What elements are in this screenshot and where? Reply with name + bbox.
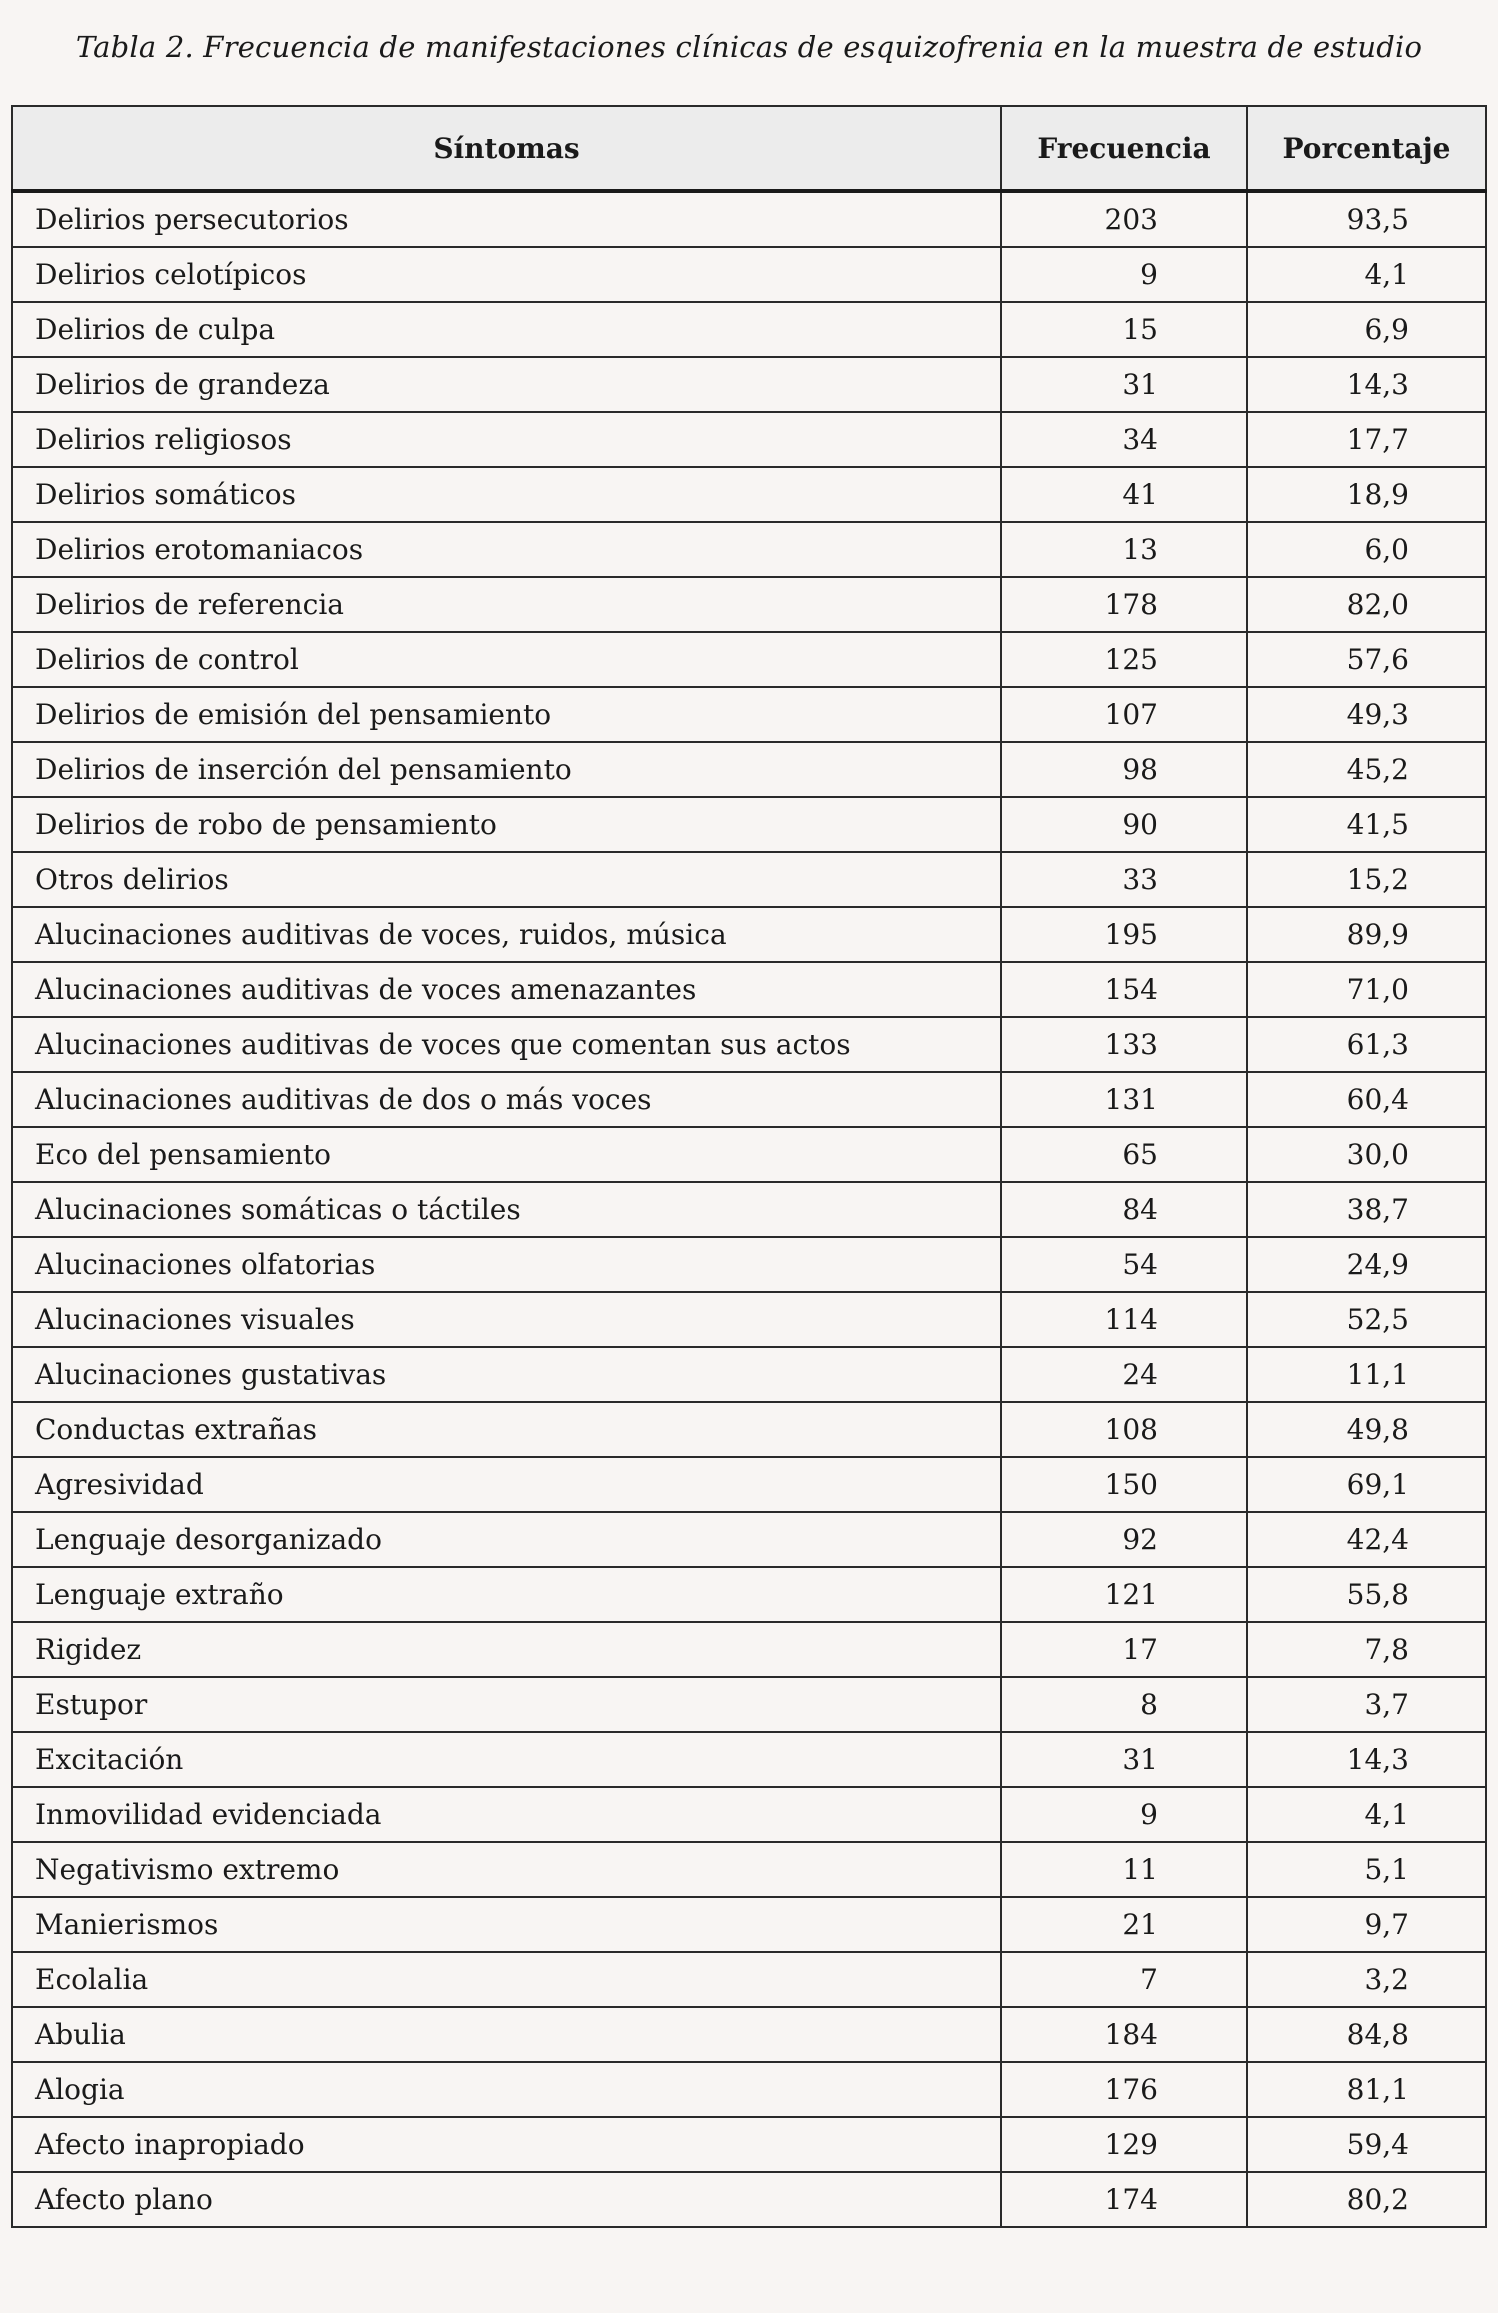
table-row xyxy=(12,632,1486,687)
percentage-cell: 38,7 xyxy=(1247,1182,1486,1237)
frequency-cell: 114 xyxy=(1001,1292,1247,1347)
frequency-cell: 121 xyxy=(1001,1567,1247,1622)
table-caption: Tabla 2. Frecuencia de manifestaciones clínicas de esquizofrenia en la muestra de estudio xyxy=(75,30,1423,64)
symptom-cell: Inmovilidad evidenciada xyxy=(12,1787,1001,1842)
table-row xyxy=(12,191,1486,247)
frequency-cell: 131 xyxy=(1001,1072,1247,1127)
table-row xyxy=(12,1897,1486,1952)
percentage-cell: 69,1 xyxy=(1247,1457,1486,1512)
frequency-cell: 195 xyxy=(1001,907,1247,962)
frequency-cell: 15 xyxy=(1001,302,1247,357)
table-row xyxy=(12,2172,1486,2227)
percentage-cell: 9,7 xyxy=(1247,1897,1486,1952)
symptom-cell: Agresividad xyxy=(12,1457,1001,1512)
table-row xyxy=(12,2007,1486,2062)
frequency-cell: 84 xyxy=(1001,1182,1247,1237)
symptom-cell: Delirios persecutorios xyxy=(12,191,1001,247)
frequency-cell: 13 xyxy=(1001,522,1247,577)
table-row xyxy=(12,1842,1486,1897)
percentage-cell: 57,6 xyxy=(1247,632,1486,687)
symptom-cell: Lenguaje desorganizado xyxy=(12,1512,1001,1567)
percentage-cell: 11,1 xyxy=(1247,1347,1486,1402)
frequency-cell: 34 xyxy=(1001,412,1247,467)
percentage-cell: 80,2 xyxy=(1247,2172,1486,2227)
percentage-cell: 93,5 xyxy=(1247,191,1486,247)
frequency-cell: 108 xyxy=(1001,1402,1247,1457)
table-row xyxy=(12,852,1486,907)
percentage-cell: 84,8 xyxy=(1247,2007,1486,2062)
symptom-cell: Delirios somáticos xyxy=(12,467,1001,522)
symptom-cell: Delirios de inserción del pensamiento xyxy=(12,742,1001,797)
frequency-cell: 31 xyxy=(1001,1732,1247,1787)
frequency-cell: 133 xyxy=(1001,1017,1247,1072)
percentage-cell: 5,1 xyxy=(1247,1842,1486,1897)
table-row xyxy=(12,412,1486,467)
table-row xyxy=(12,797,1486,852)
frequency-cell: 65 xyxy=(1001,1127,1247,1182)
symptom-cell: Lenguaje extraño xyxy=(12,1567,1001,1622)
percentage-cell: 6,9 xyxy=(1247,302,1486,357)
header-frequency: Frecuencia xyxy=(1001,106,1247,191)
symptom-cell: Delirios de grandeza xyxy=(12,357,1001,412)
percentage-cell: 55,8 xyxy=(1247,1567,1486,1622)
frequency-cell: 174 xyxy=(1001,2172,1247,2227)
table-row xyxy=(12,962,1486,1017)
table-row xyxy=(12,1787,1486,1842)
percentage-cell: 45,2 xyxy=(1247,742,1486,797)
percentage-cell: 52,5 xyxy=(1247,1292,1486,1347)
table-row xyxy=(12,1402,1486,1457)
percentage-cell: 71,0 xyxy=(1247,962,1486,1017)
symptom-cell: Alucinaciones auditivas de dos o más voces xyxy=(12,1072,1001,1127)
frequency-cell: 203 xyxy=(1001,191,1247,247)
frequency-cell: 150 xyxy=(1001,1457,1247,1512)
table-row xyxy=(12,522,1486,577)
symptom-cell: Alucinaciones auditivas de voces amenazantes xyxy=(12,962,1001,1017)
frequency-cell: 90 xyxy=(1001,797,1247,852)
table-row xyxy=(12,1292,1486,1347)
symptom-cell: Alucinaciones auditivas de voces, ruidos, música xyxy=(12,907,1001,962)
percentage-cell: 24,9 xyxy=(1247,1237,1486,1292)
symptom-cell: Estupor xyxy=(12,1677,1001,1732)
frequency-cell: 9 xyxy=(1001,1787,1247,1842)
symptom-cell: Delirios erotomaniacos xyxy=(12,522,1001,577)
table-row xyxy=(12,357,1486,412)
symptom-cell: Alucinaciones gustativas xyxy=(12,1347,1001,1402)
table-row xyxy=(12,2062,1486,2117)
percentage-cell: 49,3 xyxy=(1247,687,1486,742)
symptom-cell: Abulia xyxy=(12,2007,1001,2062)
symptom-cell: Alucinaciones auditivas de voces que comentan sus actos xyxy=(12,1017,1001,1072)
symptom-cell: Manierismos xyxy=(12,1897,1001,1952)
table-row xyxy=(12,1237,1486,1292)
table-row xyxy=(12,1677,1486,1732)
table-row xyxy=(12,1347,1486,1402)
symptom-cell: Delirios religiosos xyxy=(12,412,1001,467)
percentage-cell: 14,3 xyxy=(1247,1732,1486,1787)
frequency-cell: 184 xyxy=(1001,2007,1247,2062)
symptom-cell: Delirios de robo de pensamiento xyxy=(12,797,1001,852)
percentage-cell: 3,2 xyxy=(1247,1952,1486,2007)
table-row xyxy=(12,907,1486,962)
symptom-cell: Delirios de referencia xyxy=(12,577,1001,632)
percentage-cell: 81,1 xyxy=(1247,2062,1486,2117)
symptom-cell: Alogia xyxy=(12,2062,1001,2117)
symptoms-table xyxy=(11,105,1487,2228)
frequency-cell: 17 xyxy=(1001,1622,1247,1677)
table-row xyxy=(12,2117,1486,2172)
percentage-cell: 14,3 xyxy=(1247,357,1486,412)
percentage-cell: 60,4 xyxy=(1247,1072,1486,1127)
table-header-row xyxy=(12,106,1486,191)
symptom-cell: Alucinaciones olfatorias xyxy=(12,1237,1001,1292)
symptom-cell: Excitación xyxy=(12,1732,1001,1787)
frequency-cell: 8 xyxy=(1001,1677,1247,1732)
frequency-cell: 31 xyxy=(1001,357,1247,412)
frequency-cell: 178 xyxy=(1001,577,1247,632)
symptom-cell: Delirios celotípicos xyxy=(12,247,1001,302)
symptom-cell: Ecolalia xyxy=(12,1952,1001,2007)
percentage-cell: 42,4 xyxy=(1247,1512,1486,1567)
symptom-cell: Eco del pensamiento xyxy=(12,1127,1001,1182)
table-row xyxy=(12,1952,1486,2007)
table-row xyxy=(12,742,1486,797)
frequency-cell: 11 xyxy=(1001,1842,1247,1897)
symptom-cell: Conductas extrañas xyxy=(12,1402,1001,1457)
frequency-cell: 33 xyxy=(1001,852,1247,907)
table-row xyxy=(12,1457,1486,1512)
symptom-cell: Afecto inapropiado xyxy=(12,2117,1001,2172)
percentage-cell: 61,3 xyxy=(1247,1017,1486,1072)
percentage-cell: 82,0 xyxy=(1247,577,1486,632)
frequency-cell: 7 xyxy=(1001,1952,1247,2007)
table-row xyxy=(12,467,1486,522)
percentage-cell: 15,2 xyxy=(1247,852,1486,907)
percentage-cell: 49,8 xyxy=(1247,1402,1486,1457)
frequency-cell: 9 xyxy=(1001,247,1247,302)
symptom-cell: Alucinaciones visuales xyxy=(12,1292,1001,1347)
table-row xyxy=(12,1567,1486,1622)
symptom-cell: Negativismo extremo xyxy=(12,1842,1001,1897)
percentage-cell: 3,7 xyxy=(1247,1677,1486,1732)
symptom-cell: Delirios de emisión del pensamiento xyxy=(12,687,1001,742)
symptom-cell: Otros delirios xyxy=(12,852,1001,907)
percentage-cell: 4,1 xyxy=(1247,247,1486,302)
frequency-cell: 21 xyxy=(1001,1897,1247,1952)
header-symptoms: Síntomas xyxy=(12,106,1001,191)
percentage-cell: 6,0 xyxy=(1247,522,1486,577)
percentage-cell: 59,4 xyxy=(1247,2117,1486,2172)
symptom-cell: Delirios de culpa xyxy=(12,302,1001,357)
frequency-cell: 54 xyxy=(1001,1237,1247,1292)
percentage-cell: 89,9 xyxy=(1247,907,1486,962)
symptom-cell: Alucinaciones somáticas o táctiles xyxy=(12,1182,1001,1237)
header-percentage: Porcentaje xyxy=(1247,106,1486,191)
percentage-cell: 7,8 xyxy=(1247,1622,1486,1677)
frequency-cell: 41 xyxy=(1001,467,1247,522)
table-row xyxy=(12,302,1486,357)
table-row xyxy=(12,687,1486,742)
table-row xyxy=(12,1732,1486,1787)
frequency-cell: 129 xyxy=(1001,2117,1247,2172)
table-row xyxy=(12,1017,1486,1072)
percentage-cell: 4,1 xyxy=(1247,1787,1486,1842)
symptom-cell: Rigidez xyxy=(12,1622,1001,1677)
table-row xyxy=(12,577,1486,632)
symptom-cell: Delirios de control xyxy=(12,632,1001,687)
table-row xyxy=(12,1182,1486,1237)
frequency-cell: 176 xyxy=(1001,2062,1247,2117)
frequency-cell: 98 xyxy=(1001,742,1247,797)
percentage-cell: 41,5 xyxy=(1247,797,1486,852)
symptom-cell: Afecto plano xyxy=(12,2172,1001,2227)
percentage-cell: 18,9 xyxy=(1247,467,1486,522)
table-row xyxy=(12,1512,1486,1567)
table-row xyxy=(12,1622,1486,1677)
table-row xyxy=(12,1072,1486,1127)
frequency-cell: 125 xyxy=(1001,632,1247,687)
frequency-cell: 154 xyxy=(1001,962,1247,1017)
percentage-cell: 30,0 xyxy=(1247,1127,1486,1182)
frequency-cell: 107 xyxy=(1001,687,1247,742)
percentage-cell: 17,7 xyxy=(1247,412,1486,467)
table-row xyxy=(12,1127,1486,1182)
frequency-cell: 24 xyxy=(1001,1347,1247,1402)
frequency-cell: 92 xyxy=(1001,1512,1247,1567)
table-row xyxy=(12,247,1486,302)
